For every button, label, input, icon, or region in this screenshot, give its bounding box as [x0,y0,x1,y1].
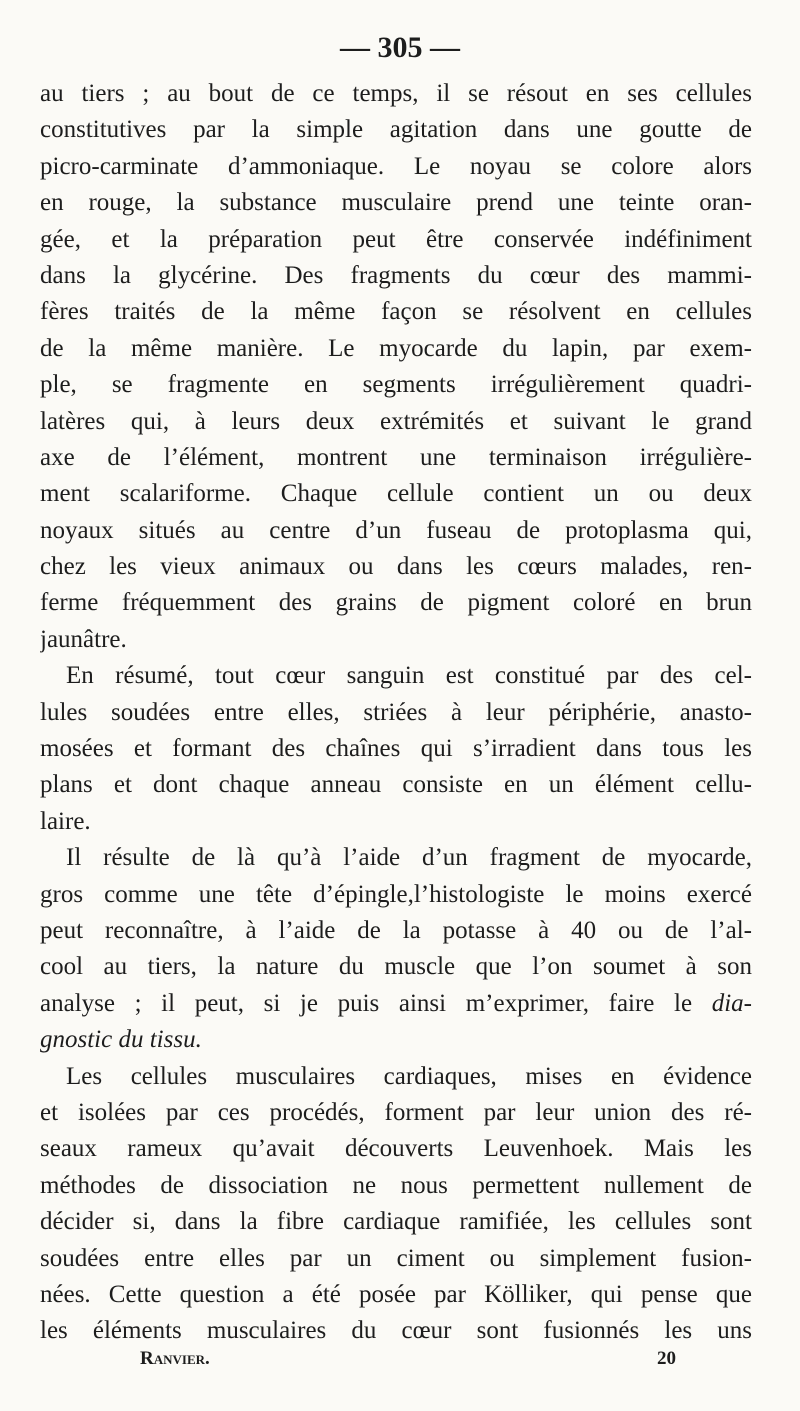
body-text [40,76,752,1350]
text-line: de la même manière. Le myocarde du lapin, par exem- [40,334,752,362]
text-line: fères traités de la même façon se résolvent en cellules [40,298,752,326]
text-line: jaunâtre. [40,625,127,653]
text-line: en rouge, la substance musculaire prend une teinte oran- [40,189,752,217]
text-line: soudées entre elles par un ciment ou simplement fusion- [40,1244,752,1272]
text-line [40,1022,752,1058]
text-line-roman: analyse ; il peut, si je puis ainsi m’exprimer, faire le [40,989,693,1017]
italic-text: gnostic du tissu. [40,1026,202,1054]
page-footer [140,1348,700,1378]
text-line: lules soudées entre elles, striées à leur périphérie, anasto- [40,698,752,726]
text-line: dans la glycérine. Des fragments du cœur des mammi- [40,261,752,289]
text-line: latères qui, à leurs deux extrémités et suivant le grand [40,407,752,435]
text-line: nées. Cette question a été posée par Kölliker, qui pense que [40,1280,752,1308]
text-line: constitutives par la simple agitation dans une goutte de [40,116,752,144]
text-line: méthodes de dissociation ne nous permettent nullement de [40,1171,752,1199]
text-line: les éléments musculaires du cœur sont fusionnés les uns [40,1317,752,1345]
text-line: ment scalariforme. Chaque cellule contient un ou deux [40,480,752,508]
text-line: peut reconnaître, à l’aide de la potasse à 40 ou de l’al- [40,916,752,944]
text-line: Il résulte de là qu’à l’aide d’un fragment de myocarde, [66,844,752,872]
text-line: ple, se fragmente en segments irrégulièrement quadri- [40,371,752,399]
text-line: laire. [40,807,91,835]
text-line: plans et dont chaque anneau consiste en un élément cellu- [40,771,752,799]
signature-mark: 20 [657,1348,676,1369]
text-line: noyaux situés au centre d’un fuseau de protoplasma qui, [40,516,752,544]
author-running-head: Ranvier. [140,1348,210,1369]
text-line: seaux rameux qu’avait découverts Leuvenhoek. Mais les [40,1135,752,1163]
text-line: axe de l’élément, montrent une terminaison irrégulière- [40,443,752,471]
text-line [40,986,752,1022]
page-number: — 305 — [340,31,460,64]
text-line: au tiers ; au bout de ce temps, il se résout en ses cellules [40,80,752,107]
text-line: Les cellules musculaires cardiaques, mises en évidence [66,1062,752,1090]
text-line: décider si, dans la fibre cardiaque ramifiée, les cellules sont [40,1208,752,1236]
text-line: ferme fréquemment des grains de pigment coloré en brun [40,589,752,617]
text-line: et isolées par ces procédés, forment par leur union des ré- [40,1098,752,1126]
text-line: chez les vieux animaux ou dans les cœurs malades, ren- [40,553,752,581]
text-line: picro-carminate d’ammoniaque. Le noyau se colore alors [40,152,752,180]
text-line: gée, et la préparation peut être conservée indéfiniment [40,225,752,253]
text-line: cool au tiers, la nature du muscle que l’on soumet à son [40,953,752,981]
text-line: gros comme une tête d’épingle,l’histologiste le moins exercé [40,880,752,908]
italic-text: dia- [711,989,752,1017]
text-line: mosées et formant des chaînes qui s’irradient dans tous les [40,735,752,763]
text-line: En résumé, tout cœur sanguin est constitué par des cel- [66,662,752,690]
